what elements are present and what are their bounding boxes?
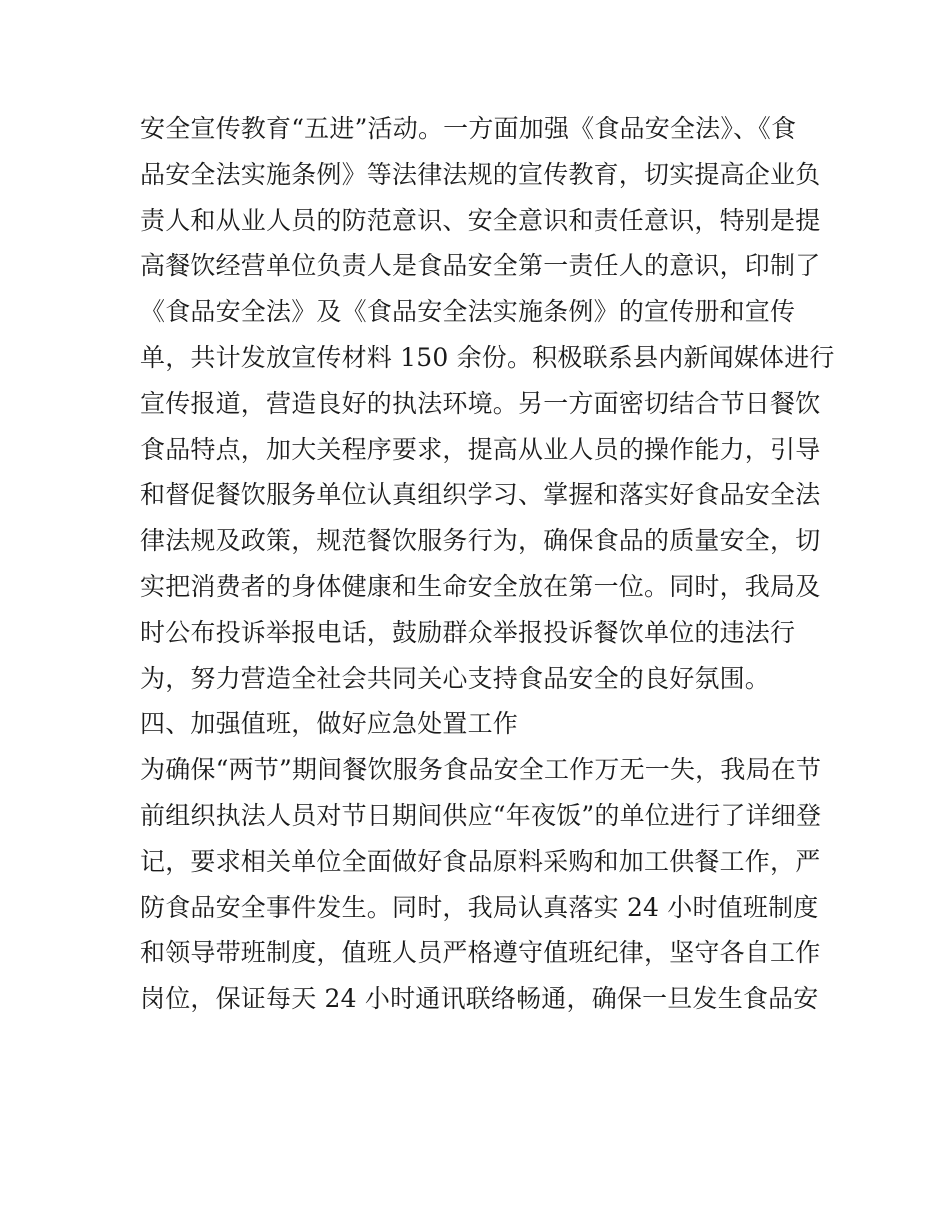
text-line: 律法规及政策，规范餐饮服务行为，确保食品的质量安全，切 — [140, 526, 821, 556]
text-line: 《食品安全法》及《食品安全法实施条例》的宣传册和宣传 — [140, 297, 796, 327]
text-line: 宣传报道，营造良好的执法环境。另一方面密切结合节日餐饮 — [140, 388, 821, 418]
text-line: 单，共计发放宣传材料 150 余份。积极联系县内新闻媒体进行 — [140, 342, 835, 372]
text-line: 和督促餐饮服务单位认真组织学习、掌握和落实好食品安全法 — [140, 480, 821, 510]
text-line: 品安全法实施条例》等法律法规的宣传教育，切实提高企业负 — [140, 159, 821, 189]
text-line: 和领导带班制度，值班人员严格遵守值班纪律，坚守各自工作 — [140, 938, 821, 968]
text-line: 实把消费者的身体健康和生命安全放在第一位。同时，我局及 — [140, 571, 821, 601]
text-line: 前组织执法人员对节日期间供应“年夜饭”的单位进行了详细登 — [140, 800, 822, 830]
text-line: 为确保“两节”期间餐饮服务食品安全工作万无一失，我局在节 — [140, 755, 822, 785]
body-text — [140, 106, 835, 1022]
section-heading: 四、加强值班，做好应急处置工作 — [140, 709, 519, 739]
text-line: 为，努力营造全社会共同关心支持食品安全的良好氛围。 — [140, 663, 771, 693]
text-line: 安全宣传教育“五进”活动。一方面加强《食品安全法》、《食 — [140, 114, 797, 143]
text-line: 记，要求相关单位全面做好食品原料采购和加工供餐工作，严 — [140, 846, 821, 876]
text-line: 岗位，保证每天 24 小时通讯联络畅通，确保一旦发生食品安 — [140, 984, 819, 1014]
text-line: 高餐饮经营单位负责人是食品安全第一责任人的意识，印制了 — [140, 251, 821, 281]
text-line: 防食品安全事件发生。同时，我局认真落实 24 小时值班制度 — [140, 892, 819, 922]
text-line: 责人和从业人员的防范意识、安全意识和责任意识，特别是提 — [140, 205, 821, 235]
text-line: 食品特点，加大关程序要求，提高从业人员的操作能力，引导 — [140, 434, 821, 464]
text-line: 时公布投诉举报电话，鼓励群众举报投诉餐饮单位的违法行 — [140, 617, 796, 647]
